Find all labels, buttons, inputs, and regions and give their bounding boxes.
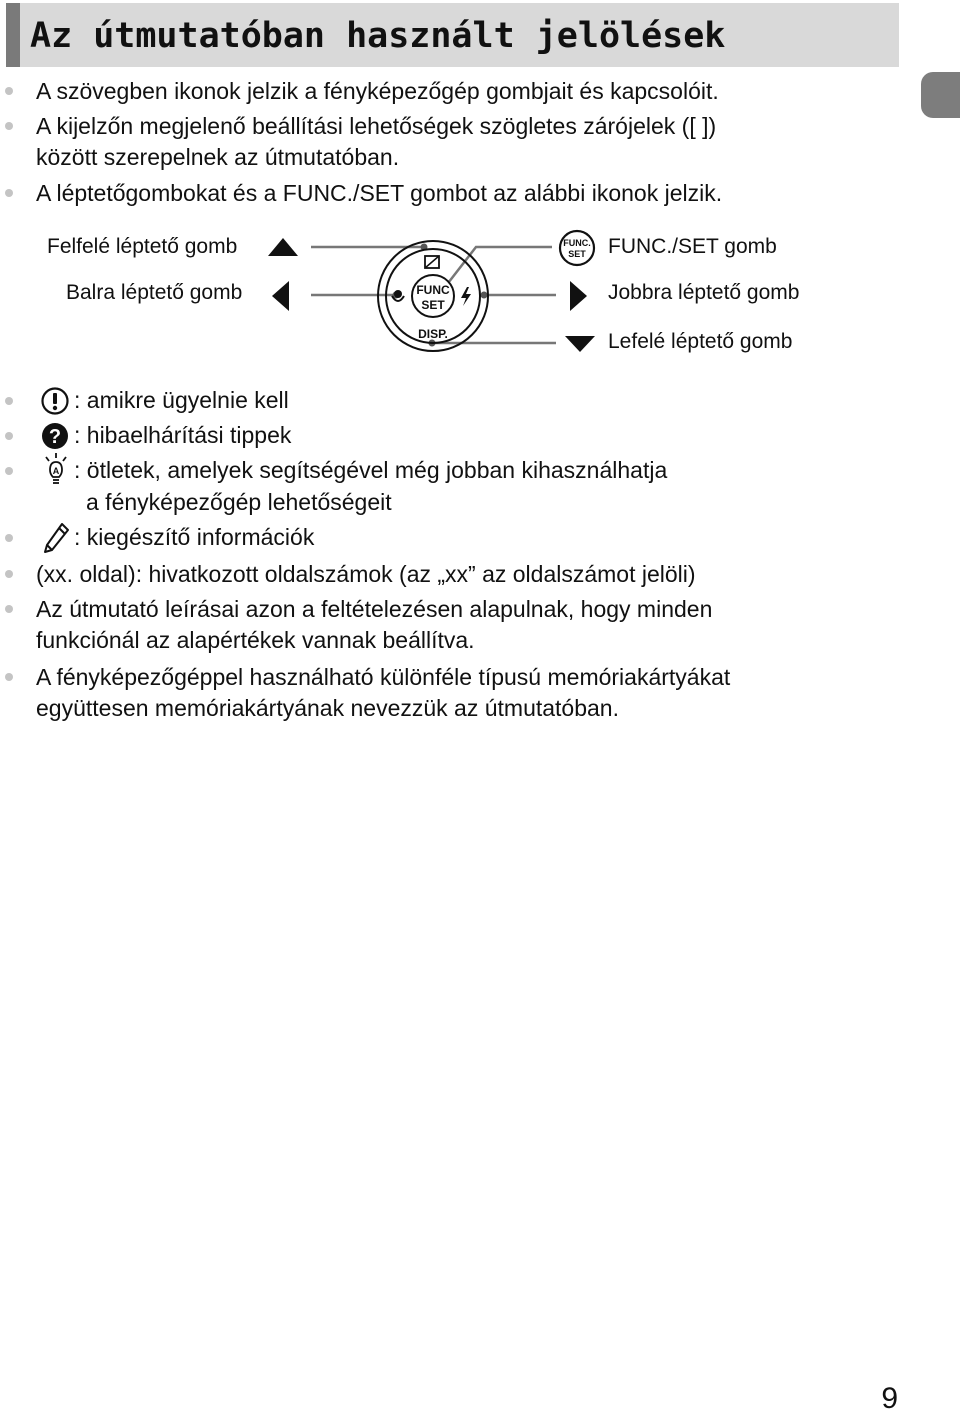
svg-text:DISP.: DISP. — [418, 327, 448, 341]
svg-text:FUNC: FUNC — [416, 283, 450, 297]
svg-text:FUNC.: FUNC. — [563, 238, 591, 248]
tips-lightbulb-icon — [42, 452, 70, 488]
symbol-troubleshooting-text: : hibaelhárítási tippek — [74, 422, 292, 448]
bullet — [5, 534, 13, 542]
chapter-tab — [921, 72, 960, 118]
control-dial-diagram — [0, 220, 960, 360]
bullet — [5, 432, 13, 440]
page-number: 9 — [881, 1382, 898, 1415]
bullet — [5, 397, 13, 405]
down-button-label: Lefelé léptető gomb — [608, 330, 793, 353]
intro-line-1: A szövegben ikonok jelzik a fényképezőgép gombjait és kapcsolóit. — [36, 78, 719, 104]
bullet — [5, 605, 13, 613]
down-arrow-icon — [565, 336, 595, 352]
note-defaults-line-1: Az útmutató leírásai azon a feltételezésen alapulnak, hogy minden — [36, 596, 713, 622]
note-memory-card-line-2: együttesen memóriakártyának nevezzük az útmutatóban. — [36, 695, 619, 721]
svg-text:SET: SET — [568, 249, 586, 259]
intro-line-4: A léptetőgombokat és a FUNC./SET gombot az alábbi ikonok jelzik. — [36, 180, 723, 206]
caution-icon — [40, 386, 70, 416]
func-set-label: FUNC./SET gomb — [608, 235, 777, 258]
intro-line-2: A kijelzőn megjelenő beállítási lehetőségek szögletes zárójelek ([ ]) — [36, 113, 717, 139]
troubleshooting-icon — [40, 421, 70, 451]
svg-text:SET: SET — [421, 298, 445, 312]
up-button-label: Felfelé léptető gomb — [47, 235, 238, 258]
symbol-tips-text: : ötletek, amelyek segítségével még jobban kihasználhatja — [74, 457, 668, 483]
flash-icon — [461, 287, 471, 306]
note-defaults-line-2: funkciónál az alapértékek vannak beállítva. — [36, 627, 475, 653]
bullet — [5, 467, 13, 475]
bullet — [5, 570, 13, 578]
intro-line-3: között szerepelnek az útmutatóban. — [36, 144, 400, 170]
symbol-caution-text: : amikre ügyelnie kell — [74, 387, 289, 413]
bullet — [5, 87, 13, 95]
bullet — [5, 673, 13, 681]
left-button-label: Balra léptető gomb — [66, 281, 243, 304]
bullet — [5, 189, 13, 197]
note-page-reference: (xx. oldal): hivatkozott oldalszámok (az „xx” az oldalszámot jelöli) — [36, 561, 696, 587]
svg-text:A: A — [52, 466, 60, 476]
right-button-label: Jobbra léptető gomb — [608, 281, 800, 304]
symbol-tips-text-cont: a fényképezőgép lehetőségeit — [86, 489, 392, 515]
left-arrow-icon — [272, 281, 289, 311]
note-memory-card-line-1: A fényképezőgéppel használható különféle típusú memóriakártyákat — [36, 664, 731, 690]
right-arrow-icon — [570, 281, 587, 311]
section-title-bar — [6, 3, 899, 67]
pencil-icon — [42, 522, 70, 554]
bullet — [5, 122, 13, 130]
page-title: Az útmutatóban használt jelölések — [30, 16, 726, 56]
up-arrow-icon — [268, 238, 298, 256]
func-set-icon — [560, 231, 594, 265]
symbol-pencil-text: : kiegészítő információk — [74, 524, 315, 550]
svg-text:?: ? — [48, 426, 62, 448]
